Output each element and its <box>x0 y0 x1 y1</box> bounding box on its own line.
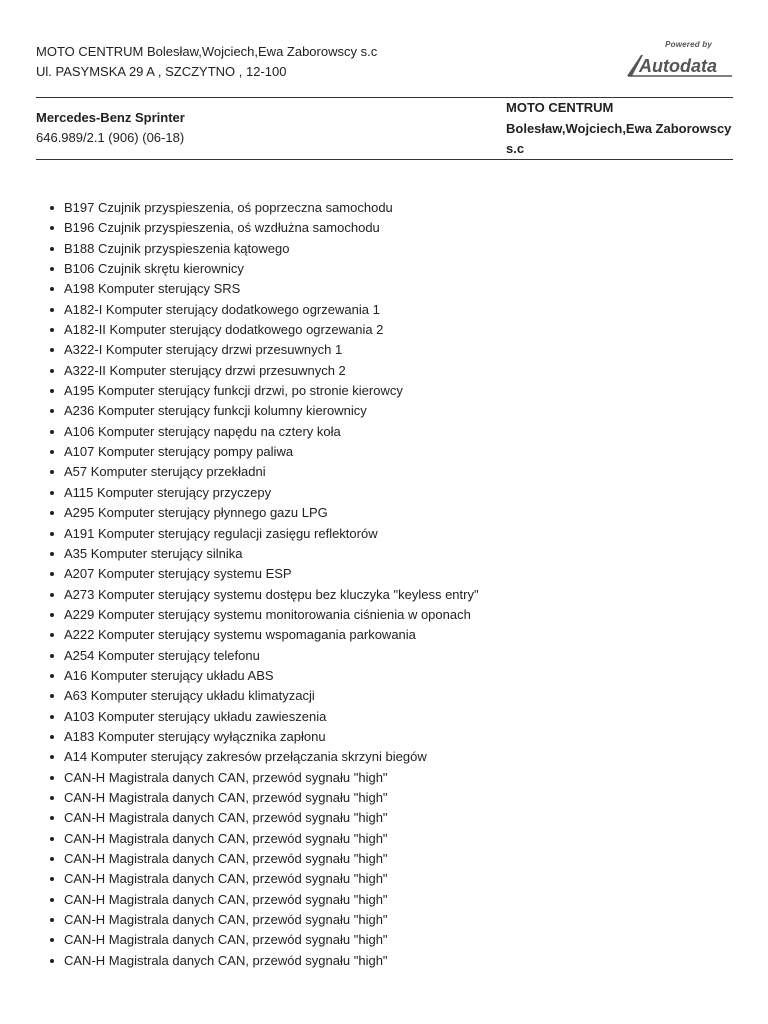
list-item: B196 Czujnik przyspieszenia, oś wzdłużna samochodu <box>64 218 479 238</box>
vehicle-model: Mercedes-Benz Sprinter <box>36 110 185 125</box>
list-item: CAN-H Magistrala danych CAN, przewód sygnału "high" <box>64 829 479 849</box>
list-item: A14 Komputer sterujący zakresów przełączania skrzyni biegów <box>64 747 479 767</box>
list-item: CAN-H Magistrala danych CAN, przewód sygnału "high" <box>64 768 479 788</box>
list-item: B106 Czujnik skrętu kierownicy <box>64 259 479 279</box>
autodata-logo <box>624 40 736 80</box>
dealer-line-1: MOTO CENTRUM <box>506 100 614 115</box>
powered-by-label: Powered by <box>665 40 712 49</box>
company-name: MOTO CENTRUM Bolesław,Wojciech,Ewa Zaborowscy s.c <box>36 44 378 59</box>
list-item: A35 Komputer sterujący silnika <box>64 544 479 564</box>
list-item: A106 Komputer sterujący napędu na cztery koła <box>64 422 479 442</box>
list-item: A273 Komputer sterujący systemu dostępu bez kluczyka "keyless entry" <box>64 585 479 605</box>
component-list <box>46 198 479 971</box>
list-item: A103 Komputer sterujący układu zawieszenia <box>64 707 479 727</box>
dealer-info <box>506 98 736 160</box>
list-item: A16 Komputer sterujący układu ABS <box>64 666 479 686</box>
company-address: Ul. PASYMSKA 29 A , SZCZYTNO , 12-100 <box>36 64 287 79</box>
list-item: A229 Komputer sterujący systemu monitorowania ciśnienia w oponach <box>64 605 479 625</box>
list-item: A63 Komputer sterujący układu klimatyzacji <box>64 686 479 706</box>
list-item: A236 Komputer sterujący funkcji kolumny kierownicy <box>64 401 479 421</box>
vehicle-engine-code: 646.989/2.1 (906) (06-18) <box>36 130 185 145</box>
list-item: A57 Komputer sterujący przekładni <box>64 462 479 482</box>
list-item: CAN-H Magistrala danych CAN, przewód sygnału "high" <box>64 808 479 828</box>
list-item: A183 Komputer sterujący wyłącznika zapłonu <box>64 727 479 747</box>
list-item: A254 Komputer sterujący telefonu <box>64 646 479 666</box>
autodata-logo-mark <box>624 50 736 80</box>
list-item: CAN-H Magistrala danych CAN, przewód sygnału "high" <box>64 951 479 971</box>
list-item: A191 Komputer sterujący regulacji zasięgu reflektorów <box>64 524 479 544</box>
list-item: A207 Komputer sterujący systemu ESP <box>64 564 479 584</box>
list-item: A115 Komputer sterujący przyczepy <box>64 483 479 503</box>
list-item: A295 Komputer sterujący płynnego gazu LPG <box>64 503 479 523</box>
list-item: CAN-H Magistrala danych CAN, przewód sygnału "high" <box>64 930 479 950</box>
list-item: CAN-H Magistrala danych CAN, przewód sygnału "high" <box>64 788 479 808</box>
list-item: A182-II Komputer sterujący dodatkowego ogrzewania 2 <box>64 320 479 340</box>
list-item: A182-I Komputer sterujący dodatkowego ogrzewania 1 <box>64 300 479 320</box>
vehicle-info <box>36 108 476 148</box>
dealer-line-3: s.c <box>506 141 525 156</box>
header-divider-bottom <box>36 159 733 160</box>
list-item: A198 Komputer sterujący SRS <box>64 279 479 299</box>
list-item: B197 Czujnik przyspieszenia, oś poprzeczna samochodu <box>64 198 479 218</box>
list-item: A222 Komputer sterujący systemu wspomagania parkowania <box>64 625 479 645</box>
list-item: CAN-H Magistrala danych CAN, przewód sygnału "high" <box>64 849 479 869</box>
list-item: CAN-H Magistrala danych CAN, przewód sygnału "high" <box>64 890 479 910</box>
list-item: A322-II Komputer sterujący drzwi przesuwnych 2 <box>64 361 479 381</box>
autodata-brand-text: Autodata <box>639 56 717 76</box>
list-item: A107 Komputer sterujący pompy paliwa <box>64 442 479 462</box>
list-item: CAN-H Magistrala danych CAN, przewód sygnału "high" <box>64 869 479 889</box>
list-item: A195 Komputer sterujący funkcji drzwi, po stronie kierowcy <box>64 381 479 401</box>
company-header <box>36 42 576 82</box>
list-item: B188 Czujnik przyspieszenia kątowego <box>64 239 479 259</box>
list-item: A322-I Komputer sterujący drzwi przesuwnych 1 <box>64 340 479 360</box>
dealer-line-2: Bolesław,Wojciech,Ewa Zaborowscy <box>506 120 732 136</box>
list-item: CAN-H Magistrala danych CAN, przewód sygnału "high" <box>64 910 479 930</box>
